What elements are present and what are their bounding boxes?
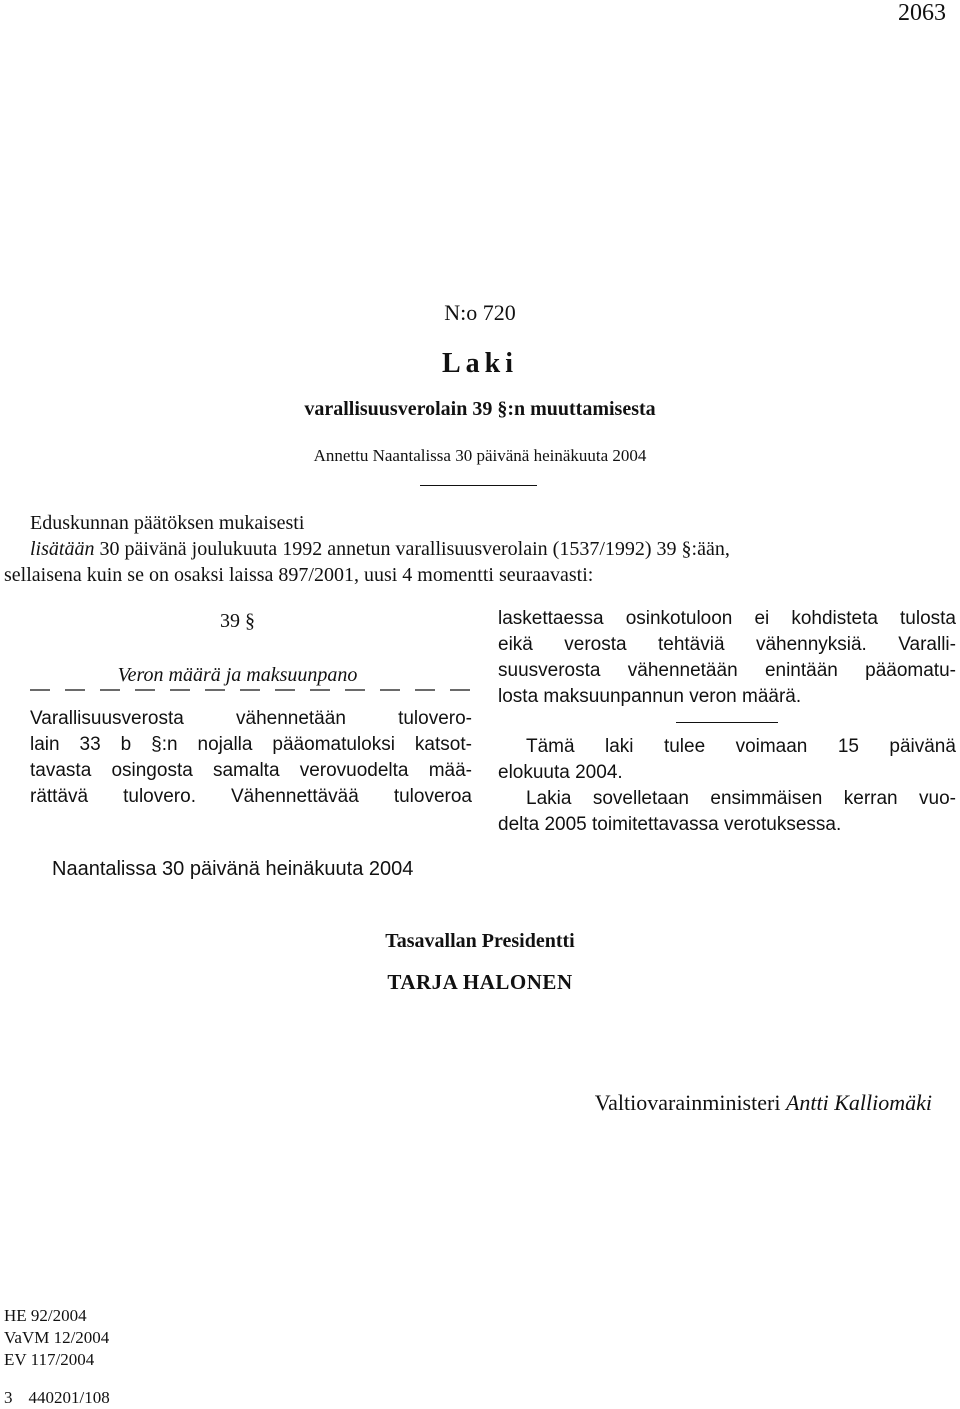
print-sheet-number: 3 (4, 1388, 13, 1407)
section-number: 39 § (220, 610, 255, 632)
preamble-line-2-rest: 30 päivänä joulukuuta 1992 annetun varallisuusverolain (1537/1992) 39 §:ään, (94, 538, 730, 560)
right-column-line: suusverosta vähennetään enintään pääomatu- (498, 660, 956, 681)
right-column-divider (676, 722, 778, 723)
right-column-line: losta maksuunpannun veron määrä. (498, 686, 802, 707)
preamble (4, 510, 730, 588)
print-code (4, 1388, 110, 1408)
entry-into-force-line: elokuuta 2004. (498, 762, 623, 783)
law-subtitle: varallisuusverolain 39 §:n muuttamisesta (304, 398, 656, 420)
entry-into-force-line: Tämä laki tulee voimaan 15 päivänä (526, 736, 956, 757)
left-column-text (30, 706, 472, 810)
president-title: Tasavallan Presidentti (385, 930, 575, 952)
law-given-date: Annettu Naantalissa 30 päivänä heinäkuuta 2004 (313, 446, 647, 465)
preamble-line-3: sellaisena kuin se on osaksi laissa 897/2001, uusi 4 momentti seuraavasti: (4, 564, 594, 586)
law-title: Laki (441, 348, 519, 379)
preamble-verb: lisätään (30, 538, 95, 560)
president-name: TARJA HALONEN (387, 970, 573, 994)
left-column-line: rättävä tulovero. Vähennettävää tuloveroa (30, 786, 472, 807)
right-column-final-provisions (498, 734, 956, 838)
left-column-line: Varallisuusverosta vähennetään tulovero- (30, 708, 472, 729)
minister-name: Antti Kalliomäki (785, 1090, 932, 1115)
minister-signature (595, 1090, 932, 1116)
reference-vavm: VaVM 12/2004 (4, 1328, 110, 1347)
header-divider (420, 485, 537, 486)
preamble-line-1: Eduskunnan päätöksen mukaisesti (30, 512, 305, 534)
law-number: N:o 720 (444, 300, 516, 325)
reference-he: HE 92/2004 (4, 1306, 87, 1325)
section-heading: Veron määrä ja maksuunpano (117, 664, 358, 686)
right-column-text (498, 606, 956, 710)
page-number: 2063 (898, 0, 946, 26)
application-line: Lakia sovelletaan ensimmäisen kerran vuo- (526, 788, 956, 809)
preamble-line-2 (30, 536, 730, 562)
right-column-line: eikä verosta tehtäviä vähennyksiä. Varalli- (498, 634, 956, 655)
application-line: delta 2005 toimitettavassa verotuksessa. (498, 814, 842, 835)
signing-date-place: Naantalissa 30 päivänä heinäkuuta 2004 (52, 858, 414, 880)
reference-ev: EV 117/2004 (4, 1350, 95, 1369)
minister-title: Valtiovarainministeri (594, 1090, 781, 1115)
print-code-number: 440201/108 (28, 1388, 110, 1407)
left-column-line: tavasta osingosta samalta verovuodelta mää- (30, 760, 472, 781)
left-column-line: lain 33 b §:n nojalla pääomatuloksi katsot- (30, 734, 472, 755)
omission-dashes (30, 683, 470, 697)
right-column-line: laskettaessa osinkotuloon ei kohdisteta tulosta (498, 608, 956, 629)
legislative-references (4, 1305, 109, 1371)
